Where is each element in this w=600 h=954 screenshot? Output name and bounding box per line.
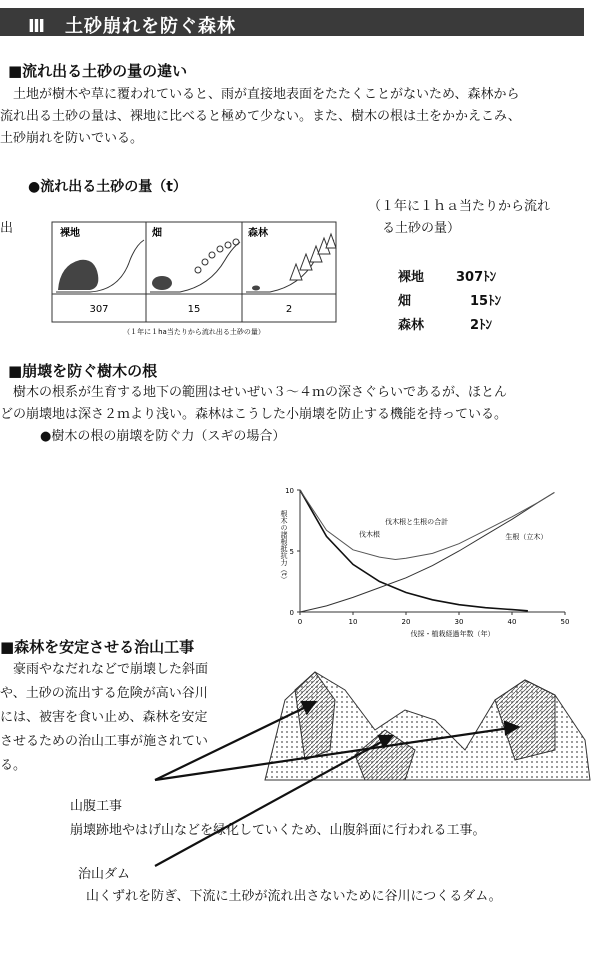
- section2-heading: ■崩壊を防ぐ樹木の根: [8, 362, 158, 380]
- section3-line: 豪雨やなだれなどで崩壊した斜面: [0, 662, 209, 677]
- section1-line: 流れ出る土砂の量は、裸地に比べると極めて少ない。また、樹木の根は土をかかえこみ、: [0, 109, 521, 124]
- check-dam-title: 治山ダム: [78, 867, 131, 882]
- section3-line: には、被害を食い止め、森林を安定: [0, 710, 208, 725]
- y-axis-label: 根木の諸根抵抗力（t）: [280, 510, 288, 583]
- figure1-caption: （１年に１ha当たりから流れ出る土砂の量）: [123, 328, 265, 336]
- panel-label-forest: 森林: [248, 228, 268, 239]
- section3-line: る。: [0, 758, 27, 773]
- x-tick-label: 0: [297, 618, 303, 626]
- section2-bullet: ●樹木の根の崩壊を防ぐ力（スギの場合）: [40, 429, 286, 444]
- series-label-0: 伐木根: [359, 530, 380, 539]
- x-tick-label: 20: [401, 618, 411, 626]
- section3-line: させるための治山工事が施されてい: [0, 734, 209, 749]
- x-tick-label: 30: [454, 618, 464, 626]
- x-tick-label: 10: [348, 618, 358, 626]
- figure1-heading: ●流れ出る土砂の量（t）: [28, 179, 187, 195]
- x-axis-label: 伐採・植栽経過年数（年）: [410, 630, 495, 638]
- check-dam-desc: 山くずれを防ぎ、下流に土砂が流れ出さないために谷川につくるダム。: [86, 889, 502, 904]
- hillside-works-desc: 崩壊跡地やはげ山などを緑化していくため、山腹斜面に行われる工事。: [70, 823, 486, 838]
- figure1-note-line: る土砂の量）: [382, 221, 461, 236]
- figure1-note-line: （１年に１ｈａ当たりから流れ: [368, 199, 551, 214]
- series-label-1: 生根（立木）: [505, 532, 548, 541]
- hillside-works-title: 山腹工事: [70, 799, 123, 814]
- x-tick-label: 40: [507, 618, 517, 626]
- figure1-side-char: 出: [0, 221, 14, 236]
- section1-line: 土砂崩れを防いでいる。: [0, 131, 144, 146]
- section3-heading: ■森林を安定させる治山工事: [0, 638, 195, 656]
- summary-row: 森林 2ﾄﾝ: [398, 318, 493, 333]
- panel-label-bare: 裸地: [60, 228, 80, 239]
- y-tick-label: 5: [289, 548, 294, 556]
- section3-line: や、土砂の流出する危険が高い谷川: [0, 686, 208, 701]
- section1-line: 土地が樹木や草に覆われていると、雨が直接地表面をたたくことがないため、森林から: [0, 87, 520, 102]
- summary-row: 裸地 307ﾄﾝ: [398, 270, 497, 285]
- summary-row: 畑 15ﾄﾝ: [398, 294, 502, 309]
- section2-line: どの崩壊地は深さ２ｍより浅い。森林はこうした小崩壊を防止する機能を持っている。: [0, 407, 508, 422]
- panel-value-forest: 2: [285, 304, 293, 315]
- y-tick-label: 10: [285, 487, 294, 495]
- panel-label-field: 畑: [152, 228, 162, 239]
- page-title: Ⅲ 土砂崩れを防ぐ森林: [28, 16, 237, 37]
- x-tick-label: 50: [560, 618, 570, 626]
- section1-heading: ■流れ出る土砂の量の違い: [8, 62, 188, 80]
- section2-line: 樹木の根系が生育する地下の範囲はせいぜい３～４ｍの深さぐらいであるが、ほとん: [0, 385, 508, 400]
- series-label-2: 伐木根と生根の合計: [385, 518, 449, 527]
- panel-value-field: 15: [187, 304, 201, 315]
- y-tick-label: 0: [289, 609, 294, 617]
- panel-value-bare: 307: [89, 304, 109, 315]
